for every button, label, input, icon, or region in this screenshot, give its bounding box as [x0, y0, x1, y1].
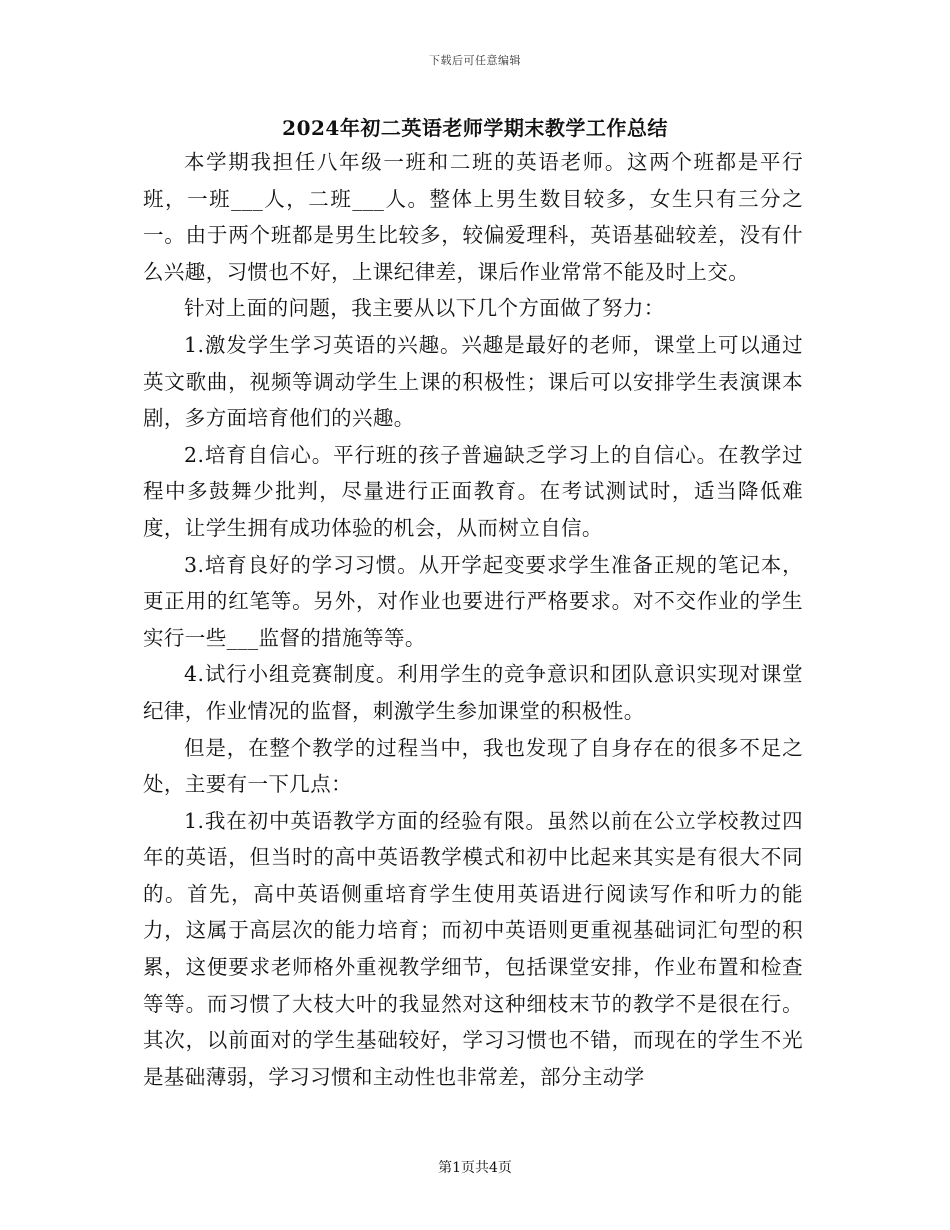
paragraph-efforts-lead: 针对上面的问题，我主要从以下几个方面做了努力：	[184, 296, 665, 321]
page-header-note: 下载后可任意编辑	[429, 54, 521, 67]
paragraph-effort-2: 2.培育自信心。平行班的孩子普遍缺乏学习上的自信心。在教学过程中多鼓舞少批判，尽量进行正面教育。在考试测试时，适当降低难度，让学生拥有成功体验的机会，从而树立自信。	[143, 442, 803, 540]
paragraph-shortcoming-1: 1.我在初中英语教学方面的经验有限。虽然以前在公立学校教过四年的英语，但当时的高中英语教学模式和初中比起来其实是有很大不同的。首先，高中英语侧重培育学生使用英语进行阅读写作和听力的能力，这属于高层次的能力培育；而初中英语则更重视基础词汇句型的积累，这便要求老师格外重视教学细节，包括课堂安排，作业布置和检查等等。而习惯了大枝大叶的我显然对这种细枝末节的教学不是很在行。其次，以前面对的学生基础较好，学习习惯也不错，而现在的学生不光是基础薄弱，学习习惯和主动性也非常差，部分主动学	[143, 808, 803, 1089]
paragraph-shortcomings-lead: 但是，在整个教学的过程当中，我也发现了自身存在的很多不足之处，主要有一下几点：	[143, 735, 803, 797]
paragraph-effort-1: 1.激发学生学习英语的兴趣。兴趣是最好的老师，课堂上可以通过英文歌曲，视频等调动学生上课的积极性；课后可以安排学生表演课本剧，多方面培育他们的兴趣。	[143, 332, 803, 431]
paragraph-effort-4: 4.试行小组竞赛制度。利用学生的竞争意识和团队意识实现对课堂纪律，作业情况的监督，刺激学生参加课堂的积极性。	[143, 662, 803, 723]
paragraph-intro: 本学期我担任八年级一班和二班的英语老师。这两个班都是平行班，一班___人，二班___人。整体上男生数目较多，女生只有三分之一。由于两个班都是男生比较多，较偏爱理科，英语基础较差，没有什么兴趣，习惯也不好，上课纪律差，课后作业常常不能及时上交。	[143, 150, 803, 284]
document-body	[143, 144, 803, 1095]
paragraph-effort-3: 3.培育良好的学习习惯。从开学起变要求学生准备正规的笔记本，更正用的红笔等。另外，对作业也要进行严格要求。对不交作业的学生实行一些___监督的措施等等。	[143, 552, 803, 650]
page-number-footer: 第1页共4页	[438, 1160, 512, 1176]
document-title: 2024年初二英语老师学期末教学工作总结	[282, 116, 668, 140]
